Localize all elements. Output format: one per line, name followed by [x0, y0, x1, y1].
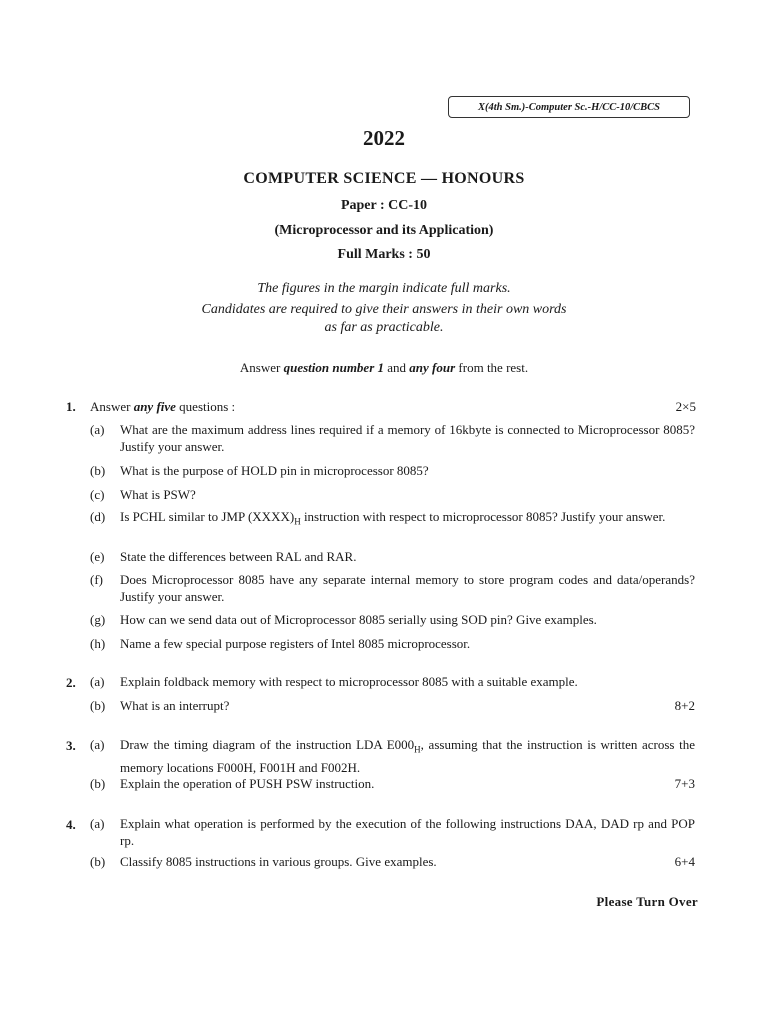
question-marks: 7+3 — [674, 776, 695, 791]
question-number: 1. — [66, 399, 76, 414]
question-number: 2. — [66, 675, 76, 690]
paper-number: Paper : CC-10 — [340, 198, 428, 213]
question-number: 3. — [66, 738, 76, 753]
q4-item-b: (b) Classify 8085 instructions in various groups. Give examples. 6+4 — [90, 854, 695, 869]
q3-item-a: (a) Draw the timing diagram of the instruction LDA $E000_H$, assuming that the instruction is written across the memory locations F000H, F001H and F002H. — [90, 737, 695, 775]
question-marks: 2×5 — [675, 399, 696, 414]
question-marks: 6+4 — [674, 854, 695, 869]
candidates-note-line1: Candidates are required to give their answers in their own words — [201, 302, 567, 317]
q1-item-c: (c) What is PSW? — [90, 487, 196, 502]
question-text: Answer any five questions : — [90, 399, 236, 414]
paper-code-box — [448, 96, 690, 118]
q1-item-h: (h) Name a few special purpose registers of Intel 8085 microprocessor. — [90, 636, 471, 651]
paper-code: X(4th Sm.)-Computer Sc.-H/CC-10/CBCS — [477, 101, 661, 113]
q1-item-e: (e) State the differences between RAL and RAR. — [90, 549, 357, 564]
q1-item-d: (d) Is PCHL similar to JMP $(XXXX)_H$ instruction with respect to microprocessor 8085? Justify your answer. — [90, 509, 666, 527]
full-marks: Full Marks : 50 — [337, 247, 431, 262]
q1-item-a: (a) What are the maximum address lines required if a memory of 16kbyte is connected to Microprocessor 8085? Justify your answer. — [90, 422, 695, 454]
candidates-note-line2: as far as practicable. — [324, 320, 444, 335]
q1-item-f: (f) Does Microprocessor 8085 have any separate internal memory to store program codes and data/operands? Justify your answer. — [90, 572, 695, 604]
paper-subtitle: (Microprocessor and its Application) — [274, 223, 494, 238]
exam-title: COMPUTER SCIENCE — HONOURS — [243, 170, 525, 187]
q3-item-b: (b) Explain the operation of PUSH PSW instruction. 7+3 — [90, 776, 695, 791]
q2-item-a: (a) Explain foldback memory with respect to microprocessor 8085 with a suitable example. — [90, 674, 578, 689]
page-footer: Please Turn Over — [596, 894, 698, 909]
question-marks: 8+2 — [674, 698, 695, 713]
q1-item-g: (g) How can we send data out of Microprocessor 8085 serially using SOD pin? Give examples. — [90, 612, 597, 627]
exam-year: 2022 — [363, 126, 405, 150]
marks-note: The figures in the margin indicate full marks. — [257, 281, 511, 296]
q4-item-a: (a) Explain what operation is performed by the execution of the following instructions DAA, DAD rp and POP rp. — [90, 816, 695, 848]
answer-instruction: Answer question number 1 and any four from the rest. — [239, 360, 529, 375]
q1-item-b: (b) What is the purpose of HOLD pin in microprocessor 8085? — [90, 463, 429, 478]
question-number: 4. — [66, 817, 76, 832]
q2-item-b: (b) What is an interrupt? 8+2 — [90, 698, 695, 713]
